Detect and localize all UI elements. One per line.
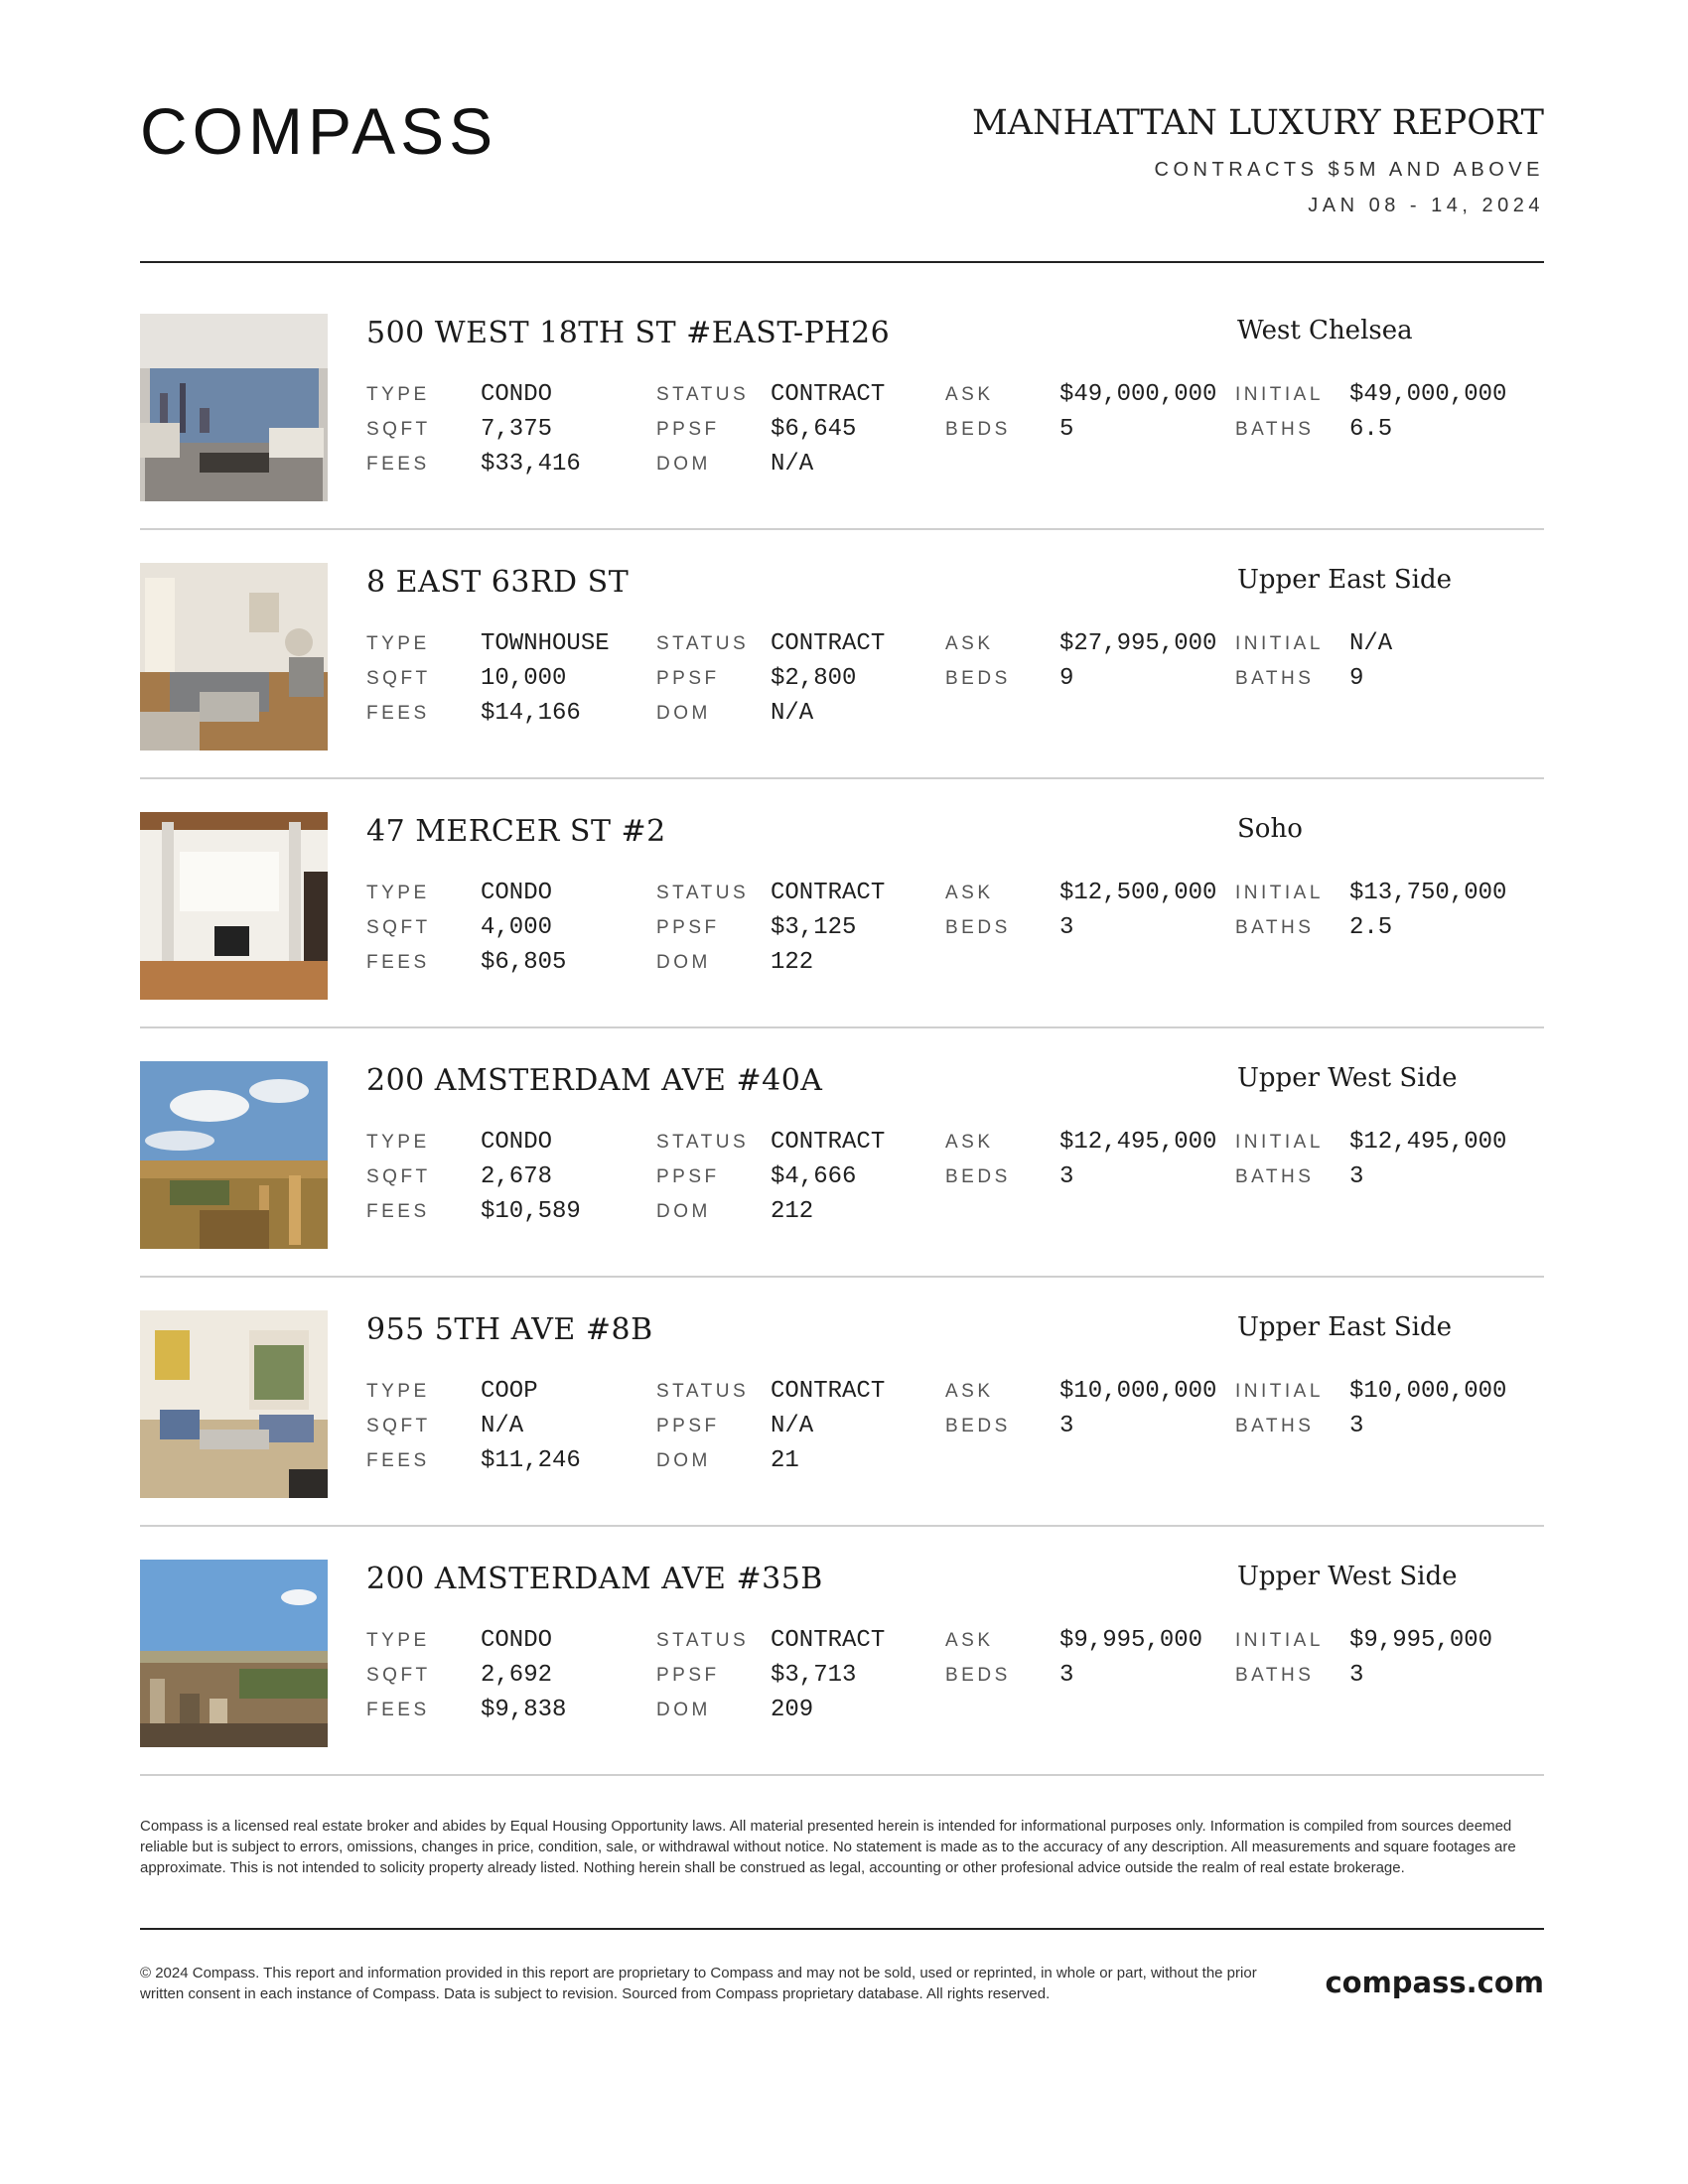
dom-label: DOM: [656, 952, 711, 973]
baths-value: 3: [1349, 1163, 1364, 1190]
beds-value: 3: [1059, 1163, 1074, 1190]
initial-value: $12,495,000: [1349, 1129, 1507, 1156]
baths-label: BATHS: [1235, 668, 1315, 689]
listing-neighborhood: Upper West Side: [1237, 1063, 1458, 1093]
status-label: STATUS: [656, 1630, 750, 1651]
loft-columns-photo: [140, 812, 328, 1000]
listing-divider: [140, 528, 1544, 530]
ask-label: ASK: [945, 883, 994, 903]
dom-label: DOM: [656, 703, 711, 724]
ask-label: ASK: [945, 1381, 994, 1402]
beds-value: 5: [1059, 416, 1074, 443]
baths-label: BATHS: [1235, 1416, 1315, 1436]
listing-address: 47 MERCER ST #2: [366, 814, 666, 849]
ask-value: $12,495,000: [1059, 1129, 1217, 1156]
type-value: TOWNHOUSE: [481, 630, 610, 657]
listing-divider: [140, 777, 1544, 779]
baths-value: 6.5: [1349, 416, 1393, 443]
listing-divider: [140, 1026, 1544, 1028]
type-value: CONDO: [481, 1627, 553, 1654]
listing-neighborhood: Upper East Side: [1237, 1312, 1452, 1342]
status-label: STATUS: [656, 883, 750, 903]
disclaimer-text: Compass is a licensed real estate broker and abides by Equal Housing Opportunity laws. All material presented herein is intended for informational purposes only. Information is compiled from sources deemed reliable but is subject to errors, omissions, changes in price, condition, sale, or withdrawal without notice. No statement is made as to the accuracy of any description. All measurements and square footages are approximate. This is not intended to solicity property already listed. Nothing herein shall be construed as legal, accounting or other profesional advice outside the realm of real estate brokerage.: [140, 1818, 1516, 1876]
coop-living-room-photo: [140, 1310, 328, 1498]
report-header: [849, 99, 1544, 218]
listing-divider: [140, 1525, 1544, 1527]
listing-neighborhood: Soho: [1237, 814, 1303, 844]
fees-label: FEES: [366, 1450, 430, 1471]
listing-row: [140, 1560, 1544, 1810]
initial-value: $10,000,000: [1349, 1378, 1507, 1405]
baths-label: BATHS: [1235, 1665, 1315, 1686]
type-label: TYPE: [366, 883, 430, 903]
status-value: CONTRACT: [771, 381, 886, 408]
initial-value: $9,995,000: [1349, 1627, 1493, 1654]
type-value: CONDO: [481, 381, 553, 408]
dom-value: N/A: [771, 700, 814, 727]
fees-label: FEES: [366, 1201, 430, 1222]
ask-value: $10,000,000: [1059, 1378, 1217, 1405]
header-divider: [140, 261, 1544, 263]
type-label: TYPE: [366, 1132, 430, 1153]
listing-divider: [140, 1276, 1544, 1278]
dom-label: DOM: [656, 454, 711, 475]
sqft-value: N/A: [481, 1413, 524, 1439]
report-date-range: JAN 08 - 14, 2024: [1308, 195, 1544, 216]
ask-value: $12,500,000: [1059, 880, 1217, 906]
report-subtitle: CONTRACTS $5M AND ABOVE: [1154, 159, 1544, 181]
beds-label: BEDS: [945, 419, 1011, 440]
ppsf-value: $2,800: [771, 665, 857, 692]
svg-text:COMPASS: COMPASS: [140, 101, 498, 161]
listing-address: 200 AMSTERDAM AVE #35B: [366, 1562, 823, 1596]
status-value: CONTRACT: [771, 1627, 886, 1654]
sqft-label: SQFT: [366, 419, 431, 440]
sqft-label: SQFT: [366, 1166, 431, 1187]
beds-value: 3: [1059, 1662, 1074, 1689]
ppsf-value: N/A: [771, 1413, 814, 1439]
status-value: CONTRACT: [771, 1378, 886, 1405]
fees-value: $9,838: [481, 1697, 567, 1723]
compass-logo: [140, 101, 567, 161]
beds-label: BEDS: [945, 917, 1011, 938]
dom-value: 209: [771, 1697, 814, 1723]
listing-neighborhood: Upper West Side: [1237, 1562, 1458, 1591]
fees-value: $33,416: [481, 451, 581, 478]
website-link[interactable]: compass.com: [1325, 1966, 1544, 1999]
dom-value: 21: [771, 1447, 799, 1474]
type-value: COOP: [481, 1378, 538, 1405]
initial-label: INITIAL: [1235, 1630, 1324, 1651]
type-value: CONDO: [481, 1129, 553, 1156]
listing-divider: [140, 1774, 1544, 1776]
dom-value: N/A: [771, 451, 814, 478]
fees-value: $14,166: [481, 700, 581, 727]
status-label: STATUS: [656, 1381, 750, 1402]
dom-value: 212: [771, 1198, 814, 1225]
sqft-label: SQFT: [366, 668, 431, 689]
initial-value: $49,000,000: [1349, 381, 1507, 408]
initial-label: INITIAL: [1235, 883, 1324, 903]
ppsf-value: $3,713: [771, 1662, 857, 1689]
listing-neighborhood: Upper East Side: [1237, 565, 1452, 595]
status-label: STATUS: [656, 1132, 750, 1153]
beds-label: BEDS: [945, 1416, 1011, 1436]
beds-value: 3: [1059, 914, 1074, 941]
ask-label: ASK: [945, 384, 994, 405]
ppsf-value: $6,645: [771, 416, 857, 443]
initial-value: N/A: [1349, 630, 1393, 657]
fees-label: FEES: [366, 952, 430, 973]
type-label: TYPE: [366, 1630, 430, 1651]
listing-address: 500 WEST 18TH ST #EAST-PH26: [366, 316, 891, 350]
fees-value: $6,805: [481, 949, 567, 976]
ask-label: ASK: [945, 1132, 994, 1153]
ask-value: $9,995,000: [1059, 1627, 1203, 1654]
baths-label: BATHS: [1235, 419, 1315, 440]
beds-label: BEDS: [945, 1166, 1011, 1187]
sqft-label: SQFT: [366, 917, 431, 938]
baths-value: 3: [1349, 1662, 1364, 1689]
beds-label: BEDS: [945, 668, 1011, 689]
status-label: STATUS: [656, 384, 750, 405]
listing-row: [140, 1310, 1544, 1561]
sqft-value: 7,375: [481, 416, 553, 443]
ppsf-label: PPSF: [656, 1166, 720, 1187]
ppsf-label: PPSF: [656, 419, 720, 440]
listing-address: 8 EAST 63RD ST: [366, 565, 630, 600]
sqft-value: 4,000: [481, 914, 553, 941]
fees-label: FEES: [366, 454, 430, 475]
fees-label: FEES: [366, 703, 430, 724]
baths-value: 2.5: [1349, 914, 1393, 941]
sqft-label: SQFT: [366, 1416, 431, 1436]
ask-value: $49,000,000: [1059, 381, 1217, 408]
listing-neighborhood: West Chelsea: [1237, 316, 1413, 345]
ppsf-label: PPSF: [656, 668, 720, 689]
listing-row: [140, 812, 1544, 1062]
ask-label: ASK: [945, 633, 994, 654]
dom-value: 122: [771, 949, 814, 976]
status-value: CONTRACT: [771, 880, 886, 906]
baths-label: BATHS: [1235, 1166, 1315, 1187]
status-label: STATUS: [656, 633, 750, 654]
fees-value: $10,589: [481, 1198, 581, 1225]
ppsf-label: PPSF: [656, 1416, 720, 1436]
sqft-label: SQFT: [366, 1665, 431, 1686]
park-skyline-photo: [140, 1061, 328, 1249]
ppsf-label: PPSF: [656, 1665, 720, 1686]
beds-value: 3: [1059, 1413, 1074, 1439]
initial-label: INITIAL: [1235, 1381, 1324, 1402]
beds-label: BEDS: [945, 1665, 1011, 1686]
ppsf-label: PPSF: [656, 917, 720, 938]
initial-label: INITIAL: [1235, 633, 1324, 654]
baths-value: 9: [1349, 665, 1364, 692]
listing-address: 200 AMSTERDAM AVE #40A: [366, 1063, 823, 1098]
listing-row: [140, 1061, 1544, 1311]
dom-label: DOM: [656, 1700, 711, 1720]
townhouse-living-room-photo: [140, 563, 328, 751]
ppsf-value: $4,666: [771, 1163, 857, 1190]
type-label: TYPE: [366, 384, 430, 405]
type-label: TYPE: [366, 1381, 430, 1402]
fees-label: FEES: [366, 1700, 430, 1720]
initial-value: $13,750,000: [1349, 880, 1507, 906]
beds-value: 9: [1059, 665, 1074, 692]
city-aerial-photo: [140, 1560, 328, 1747]
baths-label: BATHS: [1235, 917, 1315, 938]
dom-label: DOM: [656, 1201, 711, 1222]
fees-value: $11,246: [481, 1447, 581, 1474]
ask-label: ASK: [945, 1630, 994, 1651]
report-title: MANHATTAN LUXURY REPORT: [971, 103, 1544, 143]
status-value: CONTRACT: [771, 630, 886, 657]
sqft-value: 2,692: [481, 1662, 553, 1689]
sqft-value: 2,678: [481, 1163, 553, 1190]
type-value: CONDO: [481, 880, 553, 906]
ask-value: $27,995,000: [1059, 630, 1217, 657]
listing-row: [140, 563, 1544, 813]
listing-address: 955 5TH AVE #8B: [366, 1312, 653, 1347]
status-value: CONTRACT: [771, 1129, 886, 1156]
ppsf-value: $3,125: [771, 914, 857, 941]
baths-value: 3: [1349, 1413, 1364, 1439]
initial-label: INITIAL: [1235, 384, 1324, 405]
footer-divider: [140, 1928, 1544, 1930]
listing-row: [140, 314, 1544, 564]
sqft-value: 10,000: [481, 665, 567, 692]
dom-label: DOM: [656, 1450, 711, 1471]
copyright-text: © 2024 Compass. This report and information provided in this report are proprietary to Compass and may not be sold, used or reprinted, in whole or part, without the prior written consent in each instance of Compass. Data is subject to revision. Sourced from Compass proprietary database. All rights reserved.: [140, 1965, 1257, 2002]
initial-label: INITIAL: [1235, 1132, 1324, 1153]
living-room-city-view-photo: [140, 314, 328, 501]
type-label: TYPE: [366, 633, 430, 654]
